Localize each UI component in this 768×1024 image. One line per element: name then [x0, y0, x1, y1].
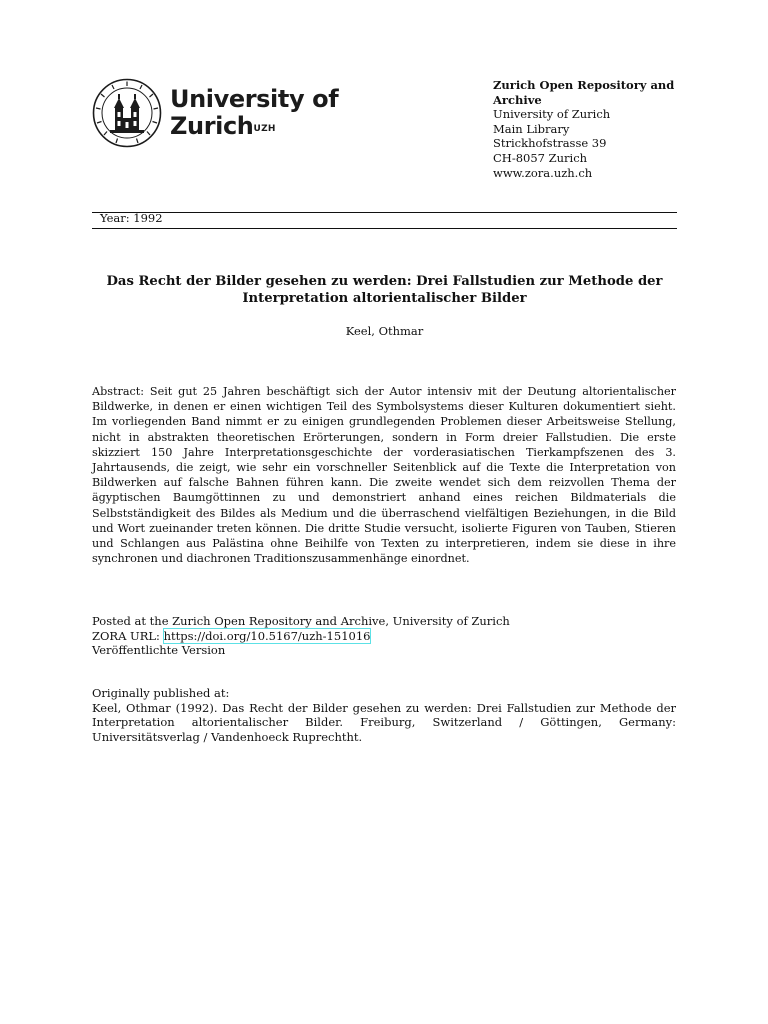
repository-city: CH-8057 Zurich — [493, 150, 588, 165]
version-line: Veröffentlichte Version — [92, 643, 226, 658]
repository-name-line2: Archive — [493, 92, 542, 107]
wordmark-line2 — [170, 113, 338, 140]
repository-institution: University of Zurich — [493, 107, 611, 122]
year-rule-top — [92, 212, 677, 213]
repository-address — [493, 78, 708, 180]
paper-title: Das Recht der Bilder gesehen zu werden: Drei Fallstudien zur Methode der Interpretation altorientalischer Bilder — [106, 274, 663, 306]
wordmark-zurich: Zurich — [170, 112, 254, 140]
original-publication — [92, 686, 676, 744]
year-label: Year: 1992 — [100, 211, 163, 225]
repository-name-line1: Zurich Open Repository and — [493, 78, 675, 92]
repository-street: Strickhofstrasse 39 — [493, 136, 607, 151]
abstract-text: Abstract: Seit gut 25 Jahren beschäftigt sich der Autor intensiv mit der Deutung altorientalischer Bildwerke, in denen er einen wichtigen Teil des Symbolsystems dieser Kulturen dokumentiert sieht. Im vorliegenden Band nimmt er zu einigen grundlegenden Problemen dieser Arbeitsweise Stellung, nicht in abstrakten theoretischen Erörterungen, sondern in Form dreier Fallstudien. Die erste skizziert 150 Jahre Interpretationsgeschichte der vorderasiatischen Tierkampfszenen des 3. Jahrtausends, die zeigt, wie sehr ein vorschneller Seitenblick auf die Texte die Interpretation von Bildwerken auf falsche Bahnen führen kann. Die zweite wendet sich dem reizvollen Thema der ägyptischen Baumgöttinnen zu und demonstriert anhand eines reichen Bildmaterials die Selbstständigkeit des Bildes als Medium und die überraschend vielfältigen Beziehungen, in die Bild und Wort zueinander treten können. Die dritte Studie versucht, isolierte Figuren von Tauben, Stieren und Schlangen aus Palästina ohne Beihilfe von Texten zu interpretieren, indem sie diese in ihre synchronen und diachronen Traditionszusammenhänge einordnet. — [92, 385, 676, 566]
university-wordmark — [170, 86, 338, 140]
wordmark-superscript: UZH — [253, 124, 276, 134]
zora-url-link[interactable]: https://doi.org/10.5167/uzh-151016 — [163, 628, 371, 643]
posted-line: Posted at the Zurich Open Repository and Archive, University of Zurich — [92, 614, 510, 628]
paper-author: Keel, Othmar — [345, 324, 424, 338]
posted-info — [92, 614, 677, 658]
repository-library: Main Library — [493, 121, 570, 136]
original-citation: Keel, Othmar (1992). Das Recht der Bilder gesehen zu werden: Drei Fallstudien zur Methode der Interpretation altorientalischer Bilder. Freiburg, Switzerland / Göttingen, Germany: Universitätsverlag / Vandenhoeck Ruprechtht. — [92, 700, 676, 744]
repository-website[interactable]: www.zora.uzh.ch — [493, 165, 593, 180]
wordmark-line1: University of — [170, 85, 339, 113]
university-seal-icon — [92, 78, 162, 148]
original-heading: Originally published at: — [92, 686, 230, 700]
year-rule-bottom — [92, 228, 677, 229]
zora-url-line — [92, 629, 677, 644]
zora-url-label: ZORA URL: — [92, 628, 164, 643]
